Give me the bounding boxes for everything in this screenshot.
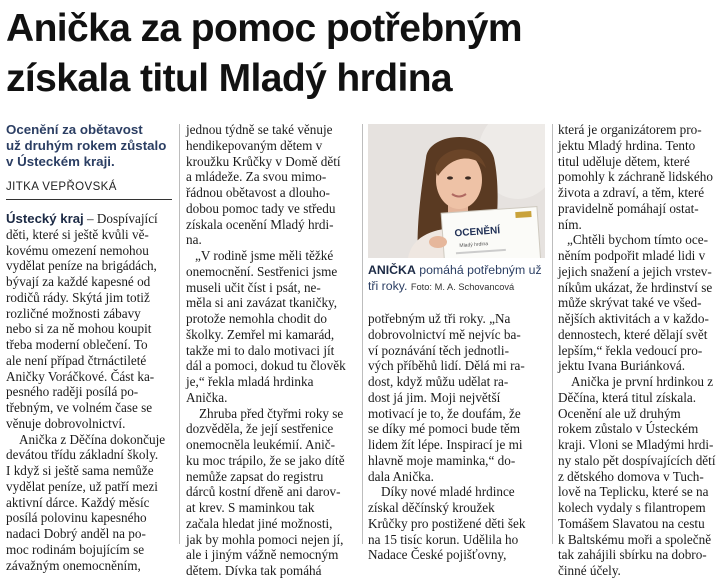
paragraph bbox=[6, 211, 172, 432]
lead-line: už druhým rokem zůstalo bbox=[6, 137, 167, 153]
text-line: Anička z Děčína dokončuje bbox=[19, 431, 166, 447]
text-line: vých příběhů lidí. Dělá mi ra- bbox=[368, 358, 525, 374]
text-line: života a zdraví, a těm, které bbox=[558, 185, 705, 200]
column-divider bbox=[552, 124, 553, 544]
text-line: museli učit číst i psát, ne- bbox=[186, 279, 321, 295]
text-line: lepším,“ řekla vedoucí pro- bbox=[558, 342, 703, 358]
text-line: rodičů rády. Skýtá jim totiž bbox=[6, 289, 150, 305]
text-line: „V rodině jsme měli těžké bbox=[195, 248, 334, 263]
text-line: se díky mé pomoci bude těm bbox=[368, 421, 520, 437]
paragraph bbox=[186, 406, 358, 579]
lead-line: v Ústeckém kraji. bbox=[6, 153, 115, 169]
text-line: rokem zůstalo v Ústeckém bbox=[558, 421, 699, 437]
text-line: ku moc trápilo, že se jako dítě bbox=[186, 452, 345, 468]
text-line: Anička je první hrdinkou z bbox=[571, 374, 714, 389]
author-byline: JITKA VEPŘOVSKÁ bbox=[6, 180, 172, 200]
column-3 bbox=[368, 311, 546, 563]
text-line: lově na Teplicku, které se na bbox=[558, 484, 709, 500]
text-line: posílá polovinu kapesného bbox=[6, 510, 147, 526]
text-line: třebným, ve volném čase se bbox=[6, 400, 153, 416]
text-line: protože nemohla chodit do bbox=[186, 311, 327, 326]
paragraph bbox=[368, 484, 546, 563]
text-line: na. bbox=[186, 232, 202, 248]
girl-with-certificate-illustration bbox=[368, 124, 545, 258]
text-line: onemocnění. Sestřenici jsme bbox=[186, 263, 338, 279]
text-line: Anička. bbox=[186, 389, 228, 405]
text-line: níkům ukázat, že hrdinství se bbox=[558, 279, 713, 295]
text-line: hlavně moje maminka,“ do- bbox=[368, 452, 516, 468]
text-line: dobou pomoc tady ve středu bbox=[186, 200, 336, 216]
text-line: at krev. S maminkou tak bbox=[186, 500, 315, 515]
text-line: může skrývat také ve všed- bbox=[558, 295, 702, 311]
text-line: ale není případ čtrnáctileté bbox=[6, 352, 147, 368]
text-line: dobrovolnictví mě nejvíc ba- bbox=[368, 326, 521, 342]
text-line: takže mi to dalo motivaci jít bbox=[186, 342, 335, 358]
text-line: jednou týdně se také věnuje bbox=[186, 122, 333, 137]
text-line: ním. bbox=[558, 216, 582, 232]
headline-line-2: získala titul Mladý hrdina bbox=[6, 57, 453, 100]
text-line: získal děčínský kroužek bbox=[368, 500, 495, 515]
text-line: dost, když můžu udělat ra- bbox=[368, 374, 509, 389]
text-line: jektu Ivana Buriánková. bbox=[558, 358, 686, 374]
text-line: Děčína, která titul získala. bbox=[558, 389, 697, 405]
article-photo bbox=[368, 124, 545, 258]
caption-name: ANIČKA bbox=[368, 263, 416, 277]
caption-text: pomáhá potřebným už bbox=[419, 263, 542, 277]
column-divider bbox=[179, 124, 180, 544]
text-line: třeba moderní oblečení. To bbox=[6, 337, 148, 353]
text-line: bývají za každé kapesné od bbox=[6, 274, 151, 290]
text-line: školky. Zemřel mi kamarád, bbox=[186, 326, 335, 342]
text-line: hendikepovaným dětem v bbox=[186, 137, 323, 153]
article-headline bbox=[6, 4, 722, 104]
text-line: ví poznávání těch jednotli- bbox=[368, 342, 509, 358]
text-line: nějších aktivitách a v každo- bbox=[558, 311, 709, 326]
text-line: ale i jiným vážně nemocným bbox=[186, 547, 339, 563]
text-line: jektu Mladý hrdina. Tento bbox=[558, 137, 696, 153]
text-line: nebo si za ně mohou koupit bbox=[6, 321, 152, 337]
text-line: Aničky Voráčkové. Část ka- bbox=[6, 368, 155, 384]
text-line: „Chtěli bychom tímto oce- bbox=[567, 232, 708, 248]
text-line: na 15 tisíc korun. Udělila ho bbox=[368, 531, 519, 547]
certificate-title: OCENĚNÍ bbox=[454, 225, 501, 240]
text-line: rozličné možnosti zábavy bbox=[6, 305, 141, 321]
text-line: dětem. Dívka tak pomáhá bbox=[186, 563, 322, 578]
text-line: Tomášem Slavatou na cestu bbox=[558, 515, 705, 531]
text-line: dennostech, které dělají svět bbox=[558, 326, 708, 342]
column-2 bbox=[186, 122, 358, 579]
text-line: z dětského domova v Tuch- bbox=[558, 468, 704, 484]
text-line: věnuje dobrovolnictví. bbox=[6, 415, 126, 431]
paragraph bbox=[558, 232, 724, 374]
text-line: dozvěděla, že její sestřenice bbox=[186, 421, 334, 437]
text-line: onemocněla leukémií. Anič- bbox=[186, 437, 336, 452]
photo-caption bbox=[368, 263, 548, 295]
text-line: moc rodinám bojujícím se bbox=[6, 541, 145, 557]
column-divider bbox=[362, 124, 363, 544]
text-line: řádnou obětavost a dlouho- bbox=[186, 185, 330, 200]
text-line: kovému omezení nemohou bbox=[6, 242, 149, 258]
text-line: nadaci Dobrý anděl na po- bbox=[6, 526, 146, 542]
text-line: něním podpořit mladé lidi v bbox=[558, 248, 706, 263]
headline-line-1: Anička za pomoc potřebným bbox=[6, 7, 522, 50]
text-line: vydělat peníze, už patří mezi bbox=[6, 478, 158, 494]
text-line: Zhruba před čtyřmi roky se bbox=[199, 405, 344, 421]
text-line: činné účely. bbox=[558, 563, 621, 578]
location-rubric: Ústecký kraj bbox=[6, 211, 84, 227]
text-line: jak by mohla pomoci nejen jí, bbox=[186, 531, 344, 547]
paragraph bbox=[186, 248, 358, 406]
text-line: motivací je to, že doufám, že bbox=[368, 405, 521, 421]
text-line: nemůže zapsat do registru bbox=[186, 468, 324, 484]
column-4 bbox=[558, 122, 724, 579]
text-line: kroužku Krůčky v Domě dětí bbox=[186, 153, 341, 169]
text-line: Nadace České pojišťovny, bbox=[368, 547, 507, 563]
text-line: k Baltskému moři a společně bbox=[558, 531, 712, 547]
text-line: dost já jim. Moji největší bbox=[368, 389, 501, 405]
text-line: která je organizátorem pro- bbox=[558, 122, 702, 137]
text-line: kolech vydaly s filantropem bbox=[558, 500, 706, 515]
text-line: pesného raději posílá po- bbox=[6, 384, 139, 400]
text-line: titul uděluje dětem, které bbox=[558, 153, 690, 169]
text-line: devátou třídu základní školy. bbox=[6, 447, 159, 463]
text-line: tak zahájili sbírku na dobro- bbox=[558, 547, 707, 563]
paragraph bbox=[558, 374, 724, 579]
text-line: pravidelně pomáhají ostat- bbox=[558, 200, 699, 216]
paragraph bbox=[558, 122, 724, 232]
text-line: aktivní dárce. Každý měsíc bbox=[6, 494, 150, 510]
text-line: dárců kostní dřeně ani darov- bbox=[186, 484, 341, 500]
article-lead bbox=[6, 122, 172, 169]
text-line: závažným onemocněním, bbox=[6, 557, 141, 573]
text-line: vydělat peníze na brigádách, bbox=[6, 258, 157, 274]
column-1 bbox=[6, 122, 172, 573]
paragraph bbox=[186, 122, 358, 248]
text-line: Krůčky pro postižené děti šek bbox=[368, 515, 526, 531]
text-line: dala Anička. bbox=[368, 468, 434, 484]
lead-line: Ocenění za obětavost bbox=[6, 122, 143, 137]
text-line: měla si ani zavázat tkaničky, bbox=[186, 295, 338, 311]
text-line: začala hledat jiné možnosti, bbox=[186, 515, 333, 531]
text-line: ny stalo pět dospívajících dětí bbox=[558, 452, 716, 468]
text-line: lidem žít lépe. Inspirací je mi bbox=[368, 437, 523, 452]
paragraph bbox=[368, 311, 546, 484]
text-line: I když si ještě sama nemůže bbox=[6, 463, 154, 479]
text-line: dál a pomoci, dokud tu člověk bbox=[186, 358, 346, 374]
text-line: pomohly k záchraně lidského bbox=[558, 169, 713, 185]
text-line: potřebným už tři roky. „Na bbox=[368, 311, 511, 326]
text-line: děti, které si ještě kvůli vě- bbox=[6, 226, 149, 242]
certificate-subtitle: Mladý hrdina bbox=[459, 241, 489, 250]
text-line: kraji. Vloni se Mladými hrdi- bbox=[558, 437, 714, 452]
text-line: Díky nové mladé hrdince bbox=[381, 484, 515, 500]
paragraph bbox=[6, 432, 172, 574]
text-line: je,“ řekla mladá hrdinka bbox=[186, 374, 314, 389]
text-line: a mládeže. Za svou mimo- bbox=[186, 169, 327, 185]
photo-credit: Foto: M. A. Schovancová bbox=[410, 281, 515, 292]
text-line: získala ocenění Mladý hrdi- bbox=[186, 216, 334, 232]
caption-text: tři roky. bbox=[368, 278, 408, 293]
text-line: Ústecký kraj – Dospívající bbox=[6, 211, 158, 227]
text-line: Ocenění ale už druhým bbox=[558, 405, 681, 421]
text-line: jejich snažení a jejich vrstev- bbox=[558, 263, 712, 279]
